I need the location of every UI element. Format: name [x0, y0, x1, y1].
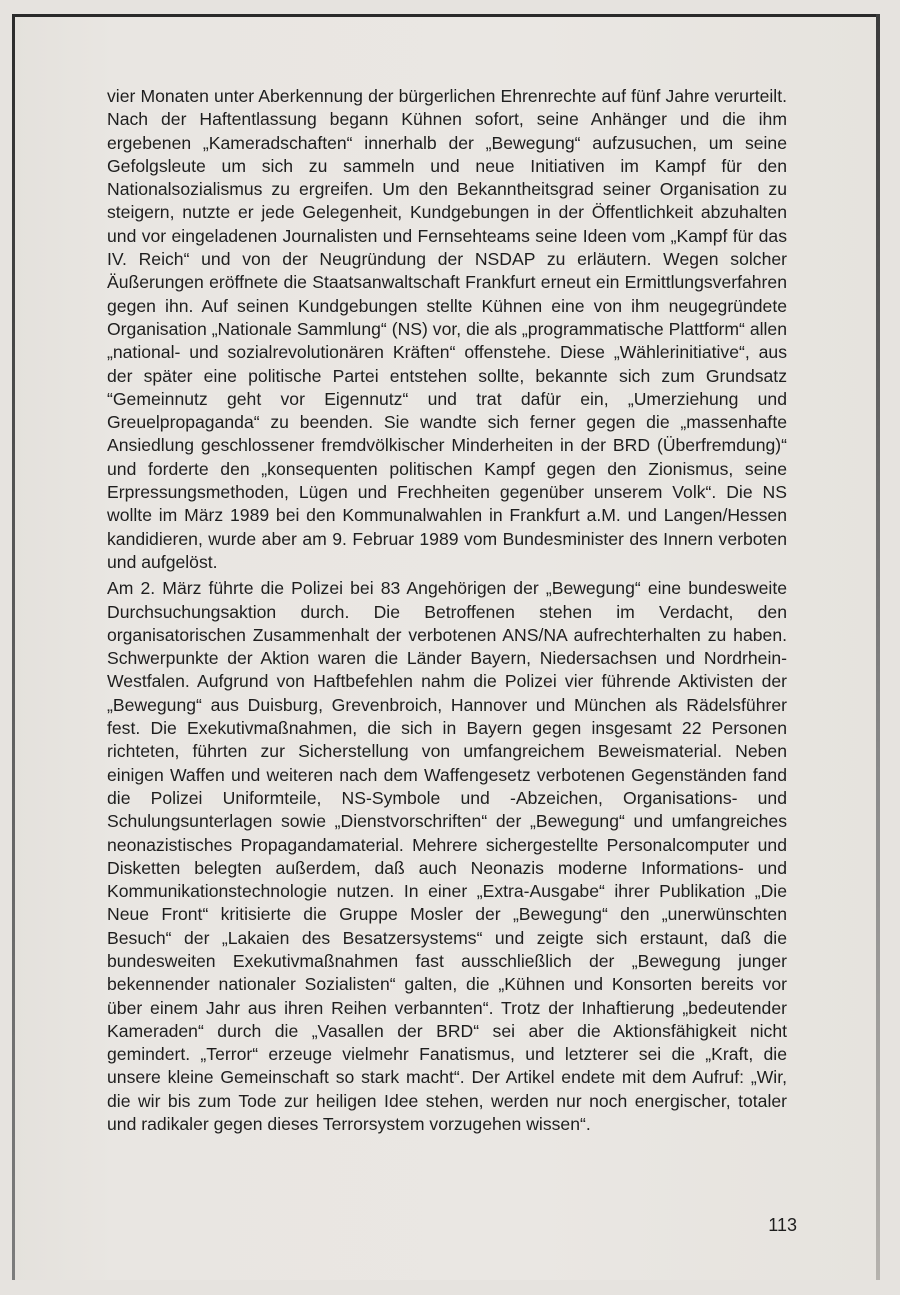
page-number: 113 — [768, 1215, 797, 1235]
paragraph-1: vier Monaten unter Aberkennung der bürgerlichen Ehrenrechte auf fünf Jahre verurteilt. Nach der Haftentlassung begann Kühnen sofort, seine Anhänger und die ihm ergebenen „Kameradschaften“ innerhalb der „Bewegung“ aufzusuchen, um seine Gefolgsleute um sich zu sammeln und neue Initiativen im Kampf für den Nationalsozialismus zu ergreifen. Um den Bekanntheitsgrad seiner Organisation zu steigern, nutzte er jede Gelegenheit, Kundgebungen in der Öffentlichkeit abzuhalten und vor eingeladenen Journalisten und Fernsehteams seine Ideen vom „Kampf für das IV. Reich“ und von der Neugründung der NSDAP zu erläutern. Wegen solcher Äußerungen eröffnete die Staatsanwaltschaft Frankfurt erneut ein Ermittlungsverfahren gegen ihn. Auf seinen Kundgebungen stellte Kühnen eine von ihm neugegründete Organisation „Nationale Sammlung“ (NS) vor, die als „programmatische Plattform“ allen „national- und sozialrevolutionären Kräften“ offenstehe. Diese „Wählerinitiative“, aus der später eine politische Partei entstehen sollte, bekannte sich zum Grundsatz “Gemeinnutz geht vor Eigennutz“ und trat dafür ein, „Umerziehung und Greuelpropaganda“ zu beenden. Sie wandte sich ferner gegen die „massenhafte Ansiedlung geschlossener fremdvölkischer Minderheiten in der BRD (Überfremdung)“ und forderte den „konsequenten politischen Kampf gegen den Zionismus, seine Erpressungsmethoden, Lügen und Frechheiten gegenüber unserem Volk“. Die NS wollte im März 1989 bei den Kommunalwahlen in Frankfurt a.M. und Langen/Hessen kandidieren, wurde aber am 9. Februar 1989 vom Bundesminister des Innern verboten und aufgelöst. — [107, 86, 787, 572]
paragraph-2: Am 2. März führte die Polizei bei 83 Angehörigen der „Bewegung“ eine bundesweite Durchsuchungsaktion durch. Die Betroffenen stehen im Verdacht, den organisatorischen Zusammenhalt der verbotenen ANS/NA aufrechterhalten zu haben. Schwerpunkte der Aktion waren die Länder Bayern, Niedersachsen und Nordrhein-Westfalen. Aufgrund von Haftbefehlen nahm die Polizei vier führende Aktivisten der „Bewegung“ aus Duisburg, Grevenbroich, Hannover und München als Rädelsführer fest. Die Exekutivmaßnahmen, die sich in Bayern gegen insgesamt 22 Personen richteten, führten zur Sicherstellung von umfangreichem Beweismaterial. Neben einigen Waffen und weiteren nach dem Waffengesetz verbotenen Gegenständen fand die Polizei Uniformteile, NS-Symbole und -Abzeichen, Organisations- und Schulungsunterlagen sowie „Dienstvorschriften“ der „Bewegung“ und umfangreiches neonazistisches Propagandamaterial. Mehrere sichergestellte Personalcomputer und Disketten belegten außerdem, daß auch Neonazis moderne Informations- und Kommunikationstechnologie nutzen. In einer „Extra-Ausgabe“ ihrer Publikation „Die Neue Front“ kritisierte die Gruppe Mosler der „Bewegung“ den „unerwünschten Besuch“ der „Lakaien des Besatzersystems“ und zeigte sich erstaunt, daß die bundesweiten Exekutivmaßnahmen fast ausschließlich der „Bewegung junger bekennender nationaler Sozialisten“ galten, die „Kühnen und Konsorten bereits vor über einem Jahr aus ihren Reihen verbannten“. Trotz der Inhaftierung „bedeutender Kameraden“ durch die „Vasallen der BRD“ sei aber die Aktionsfähigkeit nicht gemindert. „Terror“ erzeuge vielmehr Fanatismus, und letzterer sei die „Kraft, die unsere kleine Gemeinschaft so stark macht“. Der Artikel endete mit dem Aufruf: „Wir, die wir bis zum Tode zur heiligen Idee stehen, werden nur noch energischer, totaler und radikaler gegen dieses Terrorsystem vorzugehen wissen“. — [107, 578, 787, 1135]
left-edge-shadow — [12, 14, 15, 1280]
right-edge-shadow — [876, 14, 880, 1280]
body-text — [107, 85, 787, 1139]
top-edge-rule — [12, 14, 880, 17]
